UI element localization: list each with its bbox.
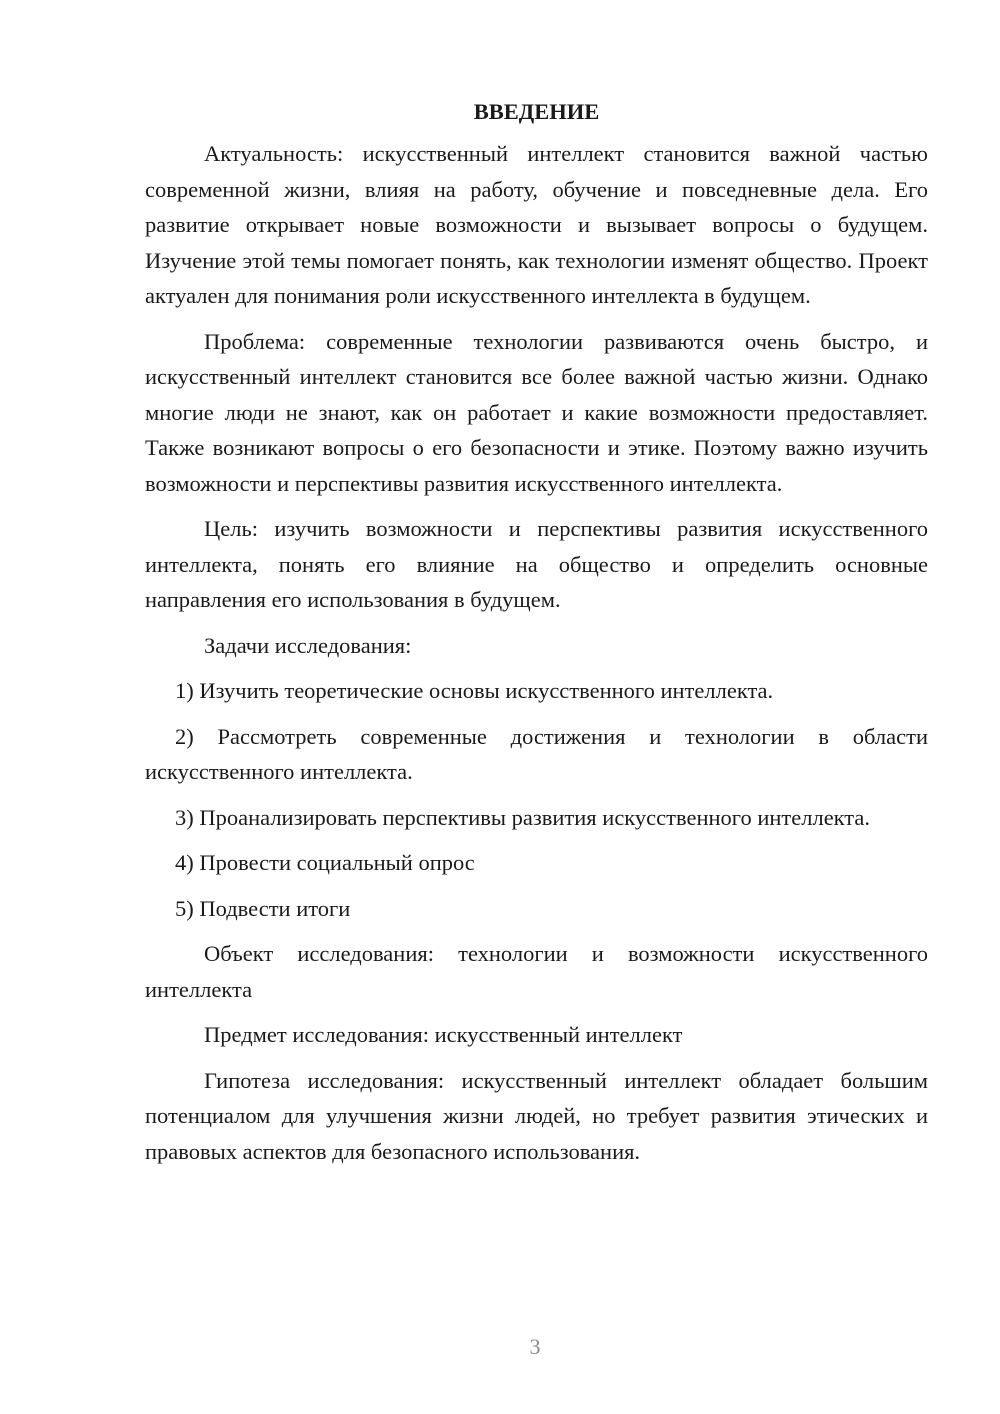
task-item-4: 4) Провести социальный опрос: [175, 850, 475, 875]
page-content: [145, 96, 928, 1179]
paragraph-goal: Цель: изучить возможности и перспективы развития искусственного интеллекта, понять его влияние на общество и определить основные направления его использования в будущем.: [145, 516, 928, 612]
task-item-5: 5) Подвести итоги: [175, 895, 351, 921]
paragraph-problem: Проблема: современные технологии развиваются очень быстро, и искусственный интеллект становится все более важной частью жизни. Однако многие люди не знают, как он работает и какие возможности предоставляет. Также возникают вопросы о его безопасности и этике. Поэтому важно изучить возможности и перспективы развития искусственного интеллекта.: [145, 328, 928, 496]
task-item-2: 2) Рассмотреть современные достижения и технологии в области искусственного интеллекта.: [145, 723, 928, 784]
paragraph-hypothesis: Гипотеза исследования: искусственный интеллект обладает большим потенциалом для улучшения жизни людей, но требует развития этических и правовых аспектов для безопасного использования.: [145, 1067, 928, 1164]
paragraph-object: Объект исследования: технологии и возможности искусственного интеллекта: [145, 941, 928, 1002]
page-number: 3: [529, 1334, 541, 1359]
paragraph-subject: Предмет исследования: искусственный интеллект: [204, 1022, 683, 1047]
section-title: ВВЕДЕНИЕ: [473, 99, 600, 124]
task-item-1: 1) Изучить теоретические основы искусственного интеллекта.: [175, 678, 774, 703]
task-item-3: 3) Проанализировать перспективы развития искусственного интеллекта.: [175, 804, 871, 830]
paragraph-relevance: Актуальность: искусственный интеллект становится важной частью современной жизни, влияя на работу, обучение и повседневные дела. Его развитие открывает новые возможности и вызывает вопросы о будущем. Изучение этой темы помогает понять, как технологии изменят общество. Проект актуален для понимания роли искусственного интеллекта в будущем.: [145, 141, 928, 308]
paragraph-tasks-heading: Задачи исследования:: [204, 632, 412, 658]
